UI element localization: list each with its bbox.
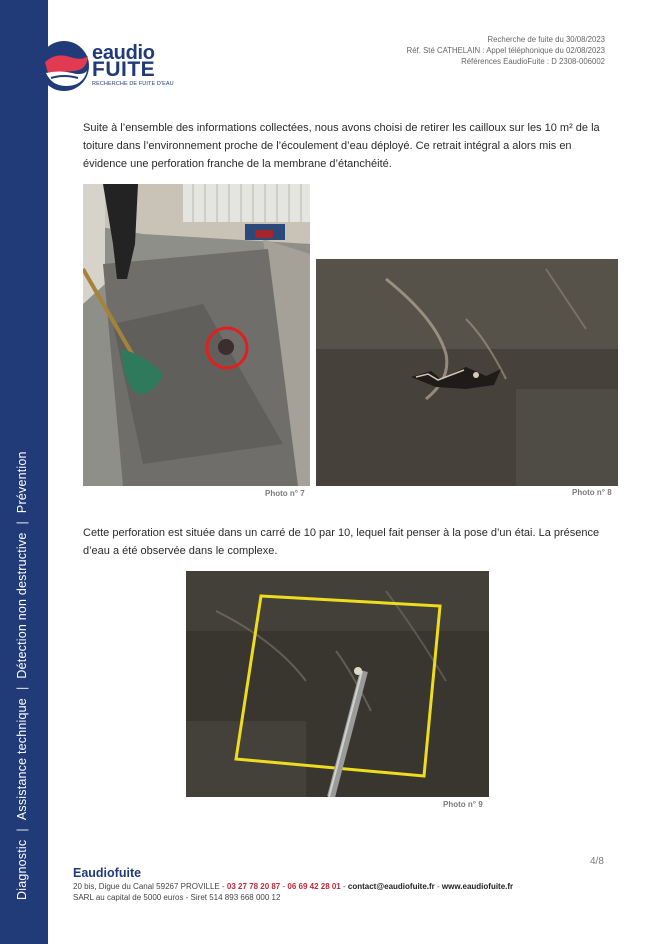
service-detection: Détection non destructive <box>15 532 29 679</box>
body-paragraph-1: Suite à l’ensemble des informations collectées, nous avons choisi de retirer les cailloux sur les 10 m² de la toiture dans l’environnement proche de l’écoulement d’eau déployé. Ce retrait intégral a alors mis en évidence une perforation franche de la membrane d’étanchéité. <box>83 122 600 170</box>
photo-8-caption: Photo n° 8 <box>572 488 612 497</box>
footer-phone-2[interactable]: 06 69 42 28 01 <box>287 882 341 891</box>
sidebar-services <box>15 451 29 900</box>
footer-phone-1[interactable]: 03 27 78 20 87 <box>226 882 281 891</box>
photo-7-caption: Photo n° 7 <box>265 489 305 498</box>
logo-brand-text: eaudio <box>92 42 155 64</box>
footer-email-link[interactable]: contact@eaudiofuite.fr <box>347 882 435 891</box>
photo-9-caption: Photo n° 9 <box>443 800 483 809</box>
service-separator: | <box>15 686 29 691</box>
report-reference-header <box>407 34 605 67</box>
photo-8-membrane-perforation <box>316 259 618 486</box>
internal-reference: Références EaudioFuite : D 2308-006002 <box>461 57 605 66</box>
footer-separator: - <box>219 882 227 891</box>
service-prevention: Prévention <box>15 451 29 514</box>
service-separator: | <box>15 828 29 832</box>
footer <box>73 865 633 903</box>
service-assistance: Assistance technique <box>15 698 29 821</box>
report-date: Recherche de fuite du 30/08/2023 <box>487 35 605 44</box>
footer-address: 20 bis, Digue du Canal 59267 PROVILLE <box>73 882 220 891</box>
footer-contact-line <box>73 881 633 892</box>
logo-tagline: RECHERCHE DE FUITE D'EAU <box>92 81 174 87</box>
company-logo <box>38 40 174 92</box>
footer-separator: - <box>434 882 442 891</box>
footer-separator: - <box>280 882 288 891</box>
footer-website-link[interactable]: www.eaudiofuite.fr <box>441 882 514 891</box>
page-number: 4/8 <box>590 856 604 867</box>
footer-separator: - <box>340 882 348 891</box>
logo-name-text: FUITE <box>92 58 156 81</box>
footer-legal: SARL au capital de 5000 euros - Siret 514 893 668 000 12 <box>73 893 281 902</box>
service-separator: | <box>15 521 29 525</box>
water-drop-logo-icon <box>38 40 92 92</box>
body-paragraph-2: Cette perforation est située dans un carré de 10 par 10, lequel fait penser à la pose d’un étai. La présence d’eau a été observée dans le complexe. <box>83 527 600 557</box>
client-reference: Réf. Sté CATHELAIN : Appel téléphonique du 02/08/2023 <box>406 46 605 55</box>
footer-company-name: Eaudiofuite <box>73 866 142 880</box>
photo-7-roof-gravel-removed <box>83 184 310 486</box>
photo-9-perforation-square <box>186 571 489 797</box>
sidebar <box>0 0 48 944</box>
service-diagnostic: Diagnostic <box>15 839 29 900</box>
